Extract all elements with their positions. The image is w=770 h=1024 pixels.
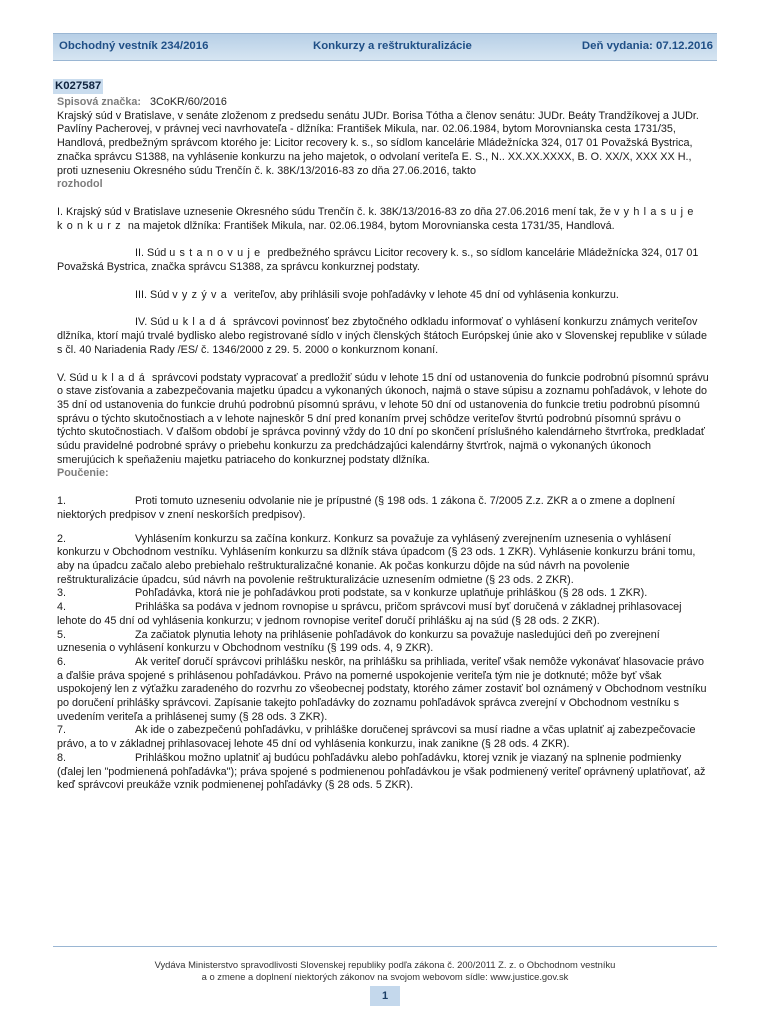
journal-issue: Obchodný vestník 234/2016	[59, 40, 209, 52]
ruling-point-5: V. Súd ukladá správcovi podstaty vypracovať a predložiť súdu v lehote 15 dní od ustanovenia do funkcie podrobnú písomnú správu o stave zisťovania a zabezpečovania majetku úpadcu a vykonaných úkonoch, najmä o stave súpisu a zoznamu pohľadávok, v lehote do 35 dní od ustanovenia do funkcie druhú podrobnú písomnú správu, v lehote 50 dní od ustanovenia do funkcie tretiu podrobnú písomnú správu o týchto skutočnostiach a v lehote najneskôr 5 dní pred konaním prvej schôdze veriteľov štvrtú podrobnú písomnú správu o týchto skutočnostiach. V ďalšom období je správca povinný vždy do 10 dní po skončení príslušného kalendárneho štvrťroka, predkladať súdu pravidelné podrobné správy o priebehu konkurzu za predchádzajúci kalendárny štvrťrok, najmä o vykonaných úkonoch smerujúcich k speňaženiu majetku patriaceho do konkurznej podstaty dlžníka.	[57, 371, 709, 466]
spaced-emphasis: ukladá	[172, 316, 231, 329]
spaced-emphasis: ukladá	[91, 371, 150, 384]
page-header	[53, 33, 717, 61]
publisher-line-2: a o zmene a doplnení niektorých zákonov na svojom webovom sídle: www.justice.gov.sk	[201, 971, 569, 982]
instruction-item: 1. Proti tomuto uzneseniu odvolanie nie je prípustné (§ 198 ods. 1 zákona č. 7/2005 Z.z. ZKR a o zmene a doplnení niektorých predpisov v znení neskorších predpisov).	[57, 495, 676, 521]
footer-divider	[53, 946, 717, 947]
document-body	[57, 96, 709, 793]
instruction-item: 7. Ak ide o zabezpečenú pohľadávku, v prihláške doručenej správcovi sa musí riadne a včas uplatniť aj zabezpečovacie právo, a to v základnej prihlasovacej lehote 45 dní od vyhlásenia konkurzu, inak zanikne (§ 28 ods. 4 ZKR).	[57, 724, 696, 751]
section-title: Konkurzy a reštrukturalizácie	[313, 40, 472, 52]
intro-paragraph: Krajský súd v Bratislave, v senáte zloženom z predsedu senátu JUDr. Borisa Tótha a členov senátu: JUDr. Beáty Trandžíkovej a JUDr. Pavlíny Pacherovej, v právnej veci navrhovateľa - dlžníka: František Mikula, nar. 02.06.1984, bytom Morovnianska cesta 1731/35, Handlová, predbežným správcom ktorého je: Licitor recovery k. s., so sídlom kancelárie Mládežnícka 324, 017 01 Považská Bystrica, značka správcu S1388, na vyhlásenie konkurzu na jeho majetok, o odvolaní veriteľa E. S., N.. XX.XX.XXXX, B. O. XX/X, XXX XX H., proti uzneseniu Okresného súdu Trenčín č. k. 38K/13/2016-83 zo dňa 27.06.2016, takto	[57, 109, 699, 177]
file-number: 3CoKR/60/2016	[150, 96, 227, 108]
publisher-line-1: Vydáva Ministerstvo spravodlivosti Slovenskej republiky podľa zákona č. 200/2011 Z. z. o Obchodnom vestníku	[154, 959, 616, 970]
instruction-item: 8. Prihláškou možno uplatniť aj budúcu pohľadávku alebo pohľadávku, ktorej vznik je viazaný na splnenie podmienky (ďalej len "podmienená pohľadávka"); práva spojené s podmienenou pohľadávkou je však podmienený veriteľ oprávnený uplatňovať, až keď správcovi preukáže vznik podmienenej pohľadávky (§ 28 ods. 5 ZKR).	[57, 751, 706, 792]
ruling-point-1: I. Krajský súd v Bratislave uznesenie Okresného súdu Trenčín č. k. 38K/13/2016-83 zo dňa 27.06.2016 mení tak, že vyhlasuje konkurz na majetok dlžníka: František Mikula, nar. 02.06.1984, bytom Morovnianska cesta 1731/35, Handlová.	[57, 205, 698, 232]
spaced-emphasis: ustanovuje	[169, 247, 265, 260]
instruction-label: Poučenie:	[57, 467, 109, 480]
instruction-item: 5. Za začiatok plynutia lehoty na prihlásenie pohľadávok do konkurzu sa považuje nasledujúci deň po zverejnení uznesenia o vyhlásení konkurzu v Obchodnom vestníku (§ 199 ods. 4, 9 ZKR).	[57, 628, 660, 655]
document-id: K027587	[55, 80, 102, 92]
instruction-item: 6. Ak veriteľ doručí správcovi prihlášku neskôr, na prihlášku sa prihliada, veriteľ však nemôže vykonávať hlasovacie právo a ďalšie práva spojené s prihlásenou pohľadávkou. Právo na pomerné uspokojenie veriteľa tým nie je dotknuté; môže byť však uspokojený len z výťažku zaradeného do rozvrhu zo všeobecnej podstaty, ktorého zámer zostaviť bol oznámený v Obchodnom vestníku po doručení prihlášky správcovi. Zapísanie takejto pohľadávky do zoznamu pohľadávok správca zverejní v Obchodnom vestníku s uvedením veriteľa a prihlásenej sumy (§ 28 ods. 3 ZKR).	[57, 655, 707, 723]
decision-label: rozhodol	[57, 178, 103, 191]
ruling-point-4: IV. Súd ukladá správcovi povinnosť bez zbytočného odkladu informovať o vyhlásení konkurzu známych veriteľov dlžníka, ktorí majú trvalé bydlisko alebo registrované sídlo v iných členských štátoch Európskej únie ako v Slovenskej republike v súlade s čl. 40 Nariadenia Rady /ES/ č. 1346/2000 z 29. 5. 2000 o konkurznom konaní.	[57, 316, 707, 356]
instruction-item: 3. Pohľadávka, ktorá nie je pohľadávkou proti podstate, sa v konkurze uplatňuje prihláškou (§ 28 ods. 1 ZKR).	[57, 587, 648, 600]
page-footer	[53, 959, 717, 983]
spaced-emphasis: vyzýva	[172, 288, 232, 301]
ruling-point-2: II. Súd ustanovuje predbežného správcu Licitor recovery k. s., so sídlom kancelárie Mládežnícka 324, 017 01 Považská Bystrica, značka správcu S1388, za správcu konkurznej podstaty.	[57, 247, 699, 274]
instruction-item: 2. Vyhlásením konkurzu sa začína konkurz. Konkurz sa považuje za vyhlásený zverejnením uznesenia o vyhlásení konkurzu v Obchodnom vestníku. Vyhlásením konkurzu sa dlžník stáva úpadcom (§ 23 ods. 1 ZKR). Vyhlásenie konkurzu bráni tomu, aby na úpadcu začalo alebo prebiehalo reštrukturalizačné konanie. Ak počas konkurzu dôjde na súd návrh na povolenie reštrukturalizácie úpadcu, súd návrh na povolenie reštrukturalizácie uznesením odmietne (§ 23 ods. 2 ZKR).	[57, 532, 696, 586]
spaced-emphasis: vyhlasuje konkurz	[57, 205, 698, 232]
file-number-label: Spisová značka:	[57, 96, 142, 108]
page-number: 1	[370, 986, 400, 1006]
issue-date: Deň vydania: 07.12.2016	[581, 40, 713, 52]
file-number-row	[57, 96, 709, 110]
instruction-item: 4. Prihláška sa podáva v jednom rovnopise u správcu, pričom správcovi musí byť doručená v základnej prihlasovacej lehote do 45 dní od vyhlásenia konkurzu; v jednom rovnopise veriteľ doručí prihlášku aj na súd (§ 28 ods. 2 ZKR).	[57, 601, 682, 627]
ruling-point-3: III. Súd vyzýva veriteľov, aby prihlásili svoje pohľadávky v lehote 45 dní od vyhlásenia konkurzu.	[135, 288, 619, 301]
